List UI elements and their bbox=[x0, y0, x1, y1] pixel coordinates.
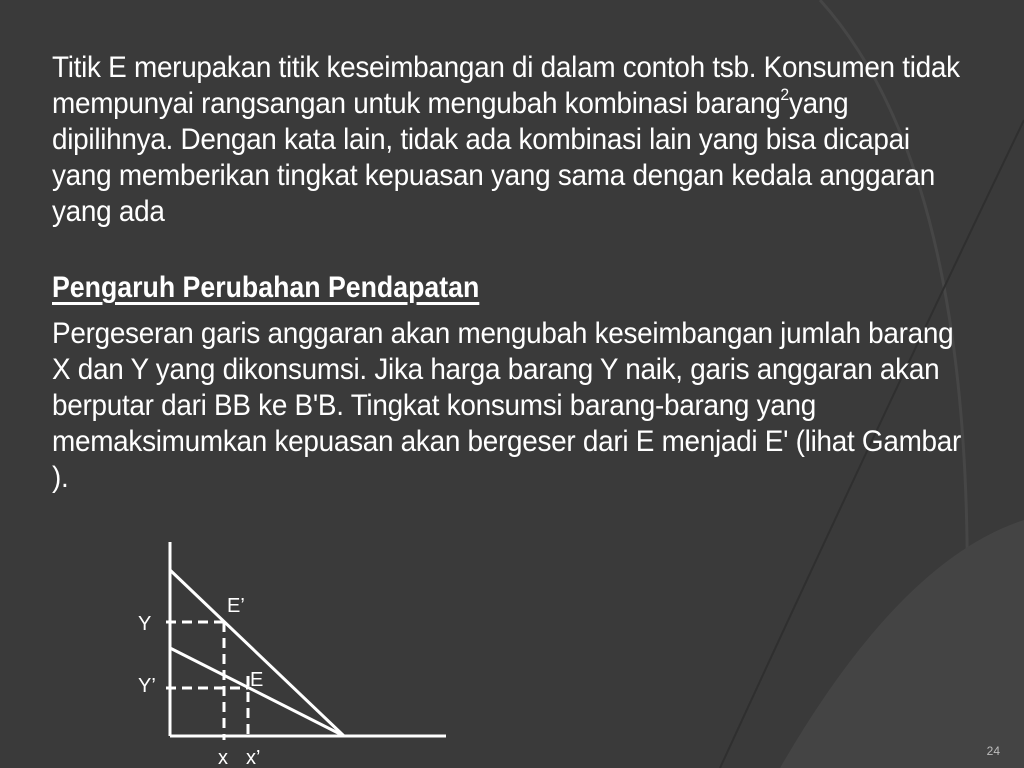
budget-line-bb bbox=[170, 570, 344, 736]
slide-number: 24 bbox=[986, 744, 1000, 758]
label-y-prime: Y’ bbox=[138, 675, 156, 697]
budget-line-b-prime-b bbox=[170, 648, 344, 736]
section-heading: Pengaruh Perubahan Pendapatan bbox=[52, 271, 480, 304]
body-paragraph: Pergeseran garis anggaran akan mengubah keseimbangan jumlah barang X dan Y yang dikonsumsi. Jika harga barang Y naik, garis anggaran akan berputar dari BB ke B'B. Tingkat konsumsi barang-barang yang memaksimumkan kepuasan akan bergeser dari E menjadi E' (lihat Gambar ). bbox=[52, 317, 962, 494]
label-x-prime: x’ bbox=[246, 747, 261, 768]
intro-paragraph: Titik E merupakan titik keseimbangan di dalam contoh tsb. Konsumen tidak mempunyai rangsangan untuk mengubah kombinasi barang$^2$yang dipilihnya. Dengan kata lain, tidak ada kombinasi lain yang bisa dicapai yang memberikan tingkat kepuasan yang sama dengan kedala anggaran yang ada bbox=[52, 51, 960, 228]
slide-content bbox=[52, 50, 972, 496]
budget-line-diagram bbox=[130, 540, 460, 768]
label-x: x bbox=[218, 747, 228, 768]
label-y: Y bbox=[138, 613, 152, 635]
label-e: E bbox=[250, 669, 264, 691]
label-e-prime: E’ bbox=[227, 595, 245, 617]
superscript: 2 bbox=[780, 85, 789, 104]
